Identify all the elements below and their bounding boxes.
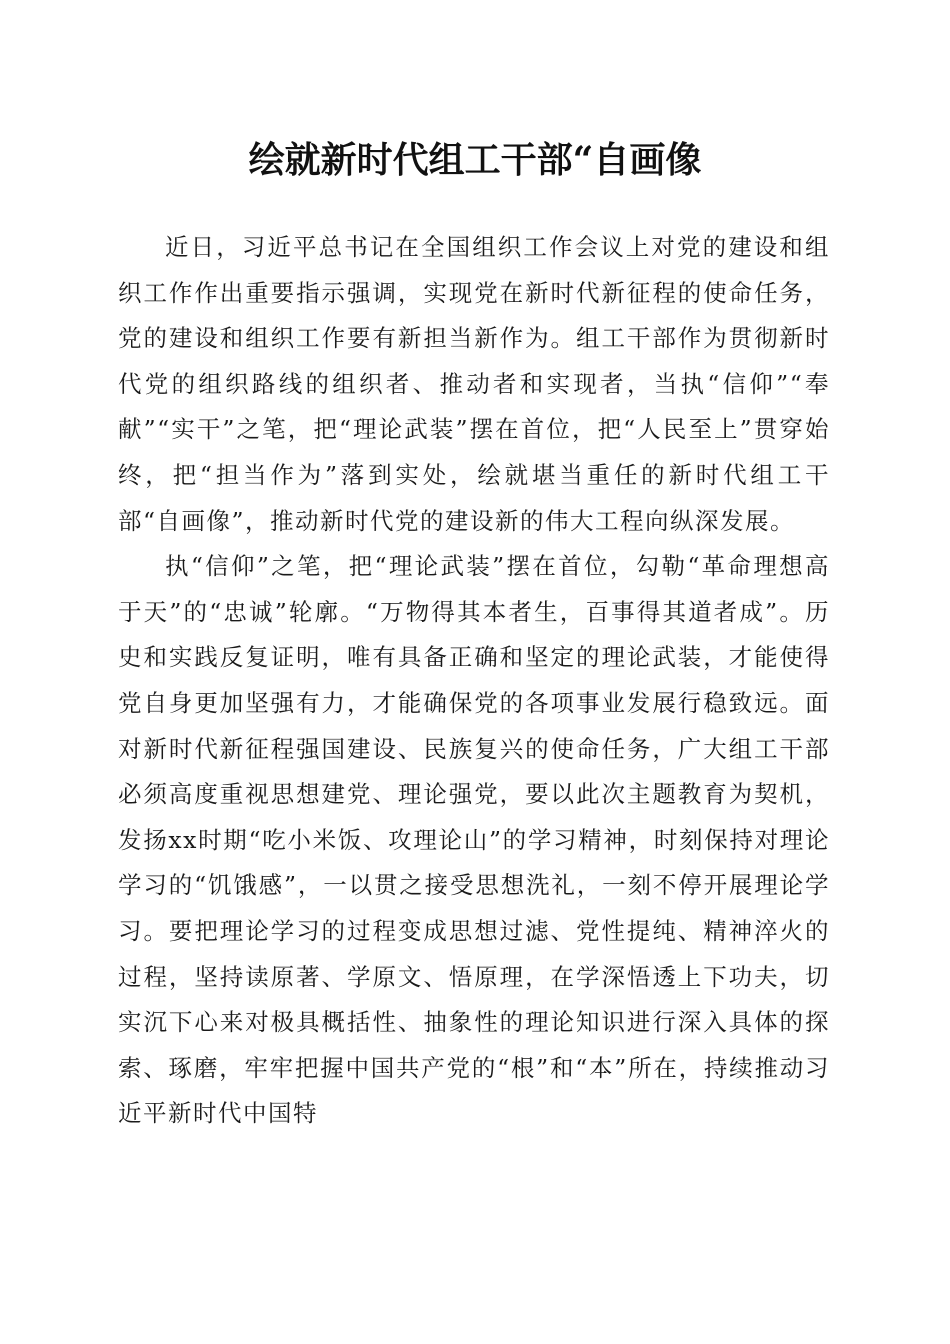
document-title: 绘就新时代组工干部“自画像 [248,139,702,181]
body-paragraph-1: 近日，习近平总书记在全国组织工作会议上对党的建设和组织工作作出重要指示强调，实现党在新时代新征程的使命任务，党的建设和组织工作要有新担当新作为。组工干部作为贯彻新时代党的组织路线的组织者、推动者和实现者，当执“信仰”“奉献”“实干”之笔，把“理论武装”摆在首位，把“人民至上”贯穿始终，把“担当作为”落到实处，绘就堪当重任的新时代组工干部“自画像”，推动新时代党的建设新的伟大工程向纵深发展。 [118,233,830,535]
body-paragraph-2: 执“信仰”之笔，把“理论武装”摆在首位，勾勒“革命理想高于天”的“忠诚”轮廓。“万物得其本者生，百事得其道者成”。历史和实践反复证明，唯有具备正确和坚定的理论武装，才能使得党自身更加坚强有力，才能确保党的各项事业发展行稳致远。面对新时代新征程强国建设、民族复兴的使命任务，广大组工干部必须高度重视思想建党、理论强党，要以此次主题教育为契机，发扬xx时期“吃小米饭、攻理论山”的学习精神，时刻保持对理论学习的“饥饿感”，一以贯之接受思想洗礼，一刻不停开展理论学习。要把理论学习的过程变成思想过滤、党性提纯、精神淬火的过程，坚持读原著、学原文、悟原理，在学深悟透上下功夫，切实沉下心来对极具概括性、抽象性的理论知识进行深入具体的探索、琢磨，牢牢把握中国共产党的“根”和“本”所在，持续推动习近平新时代中国特 [118,552,830,1128]
document-body [118,225,830,1137]
